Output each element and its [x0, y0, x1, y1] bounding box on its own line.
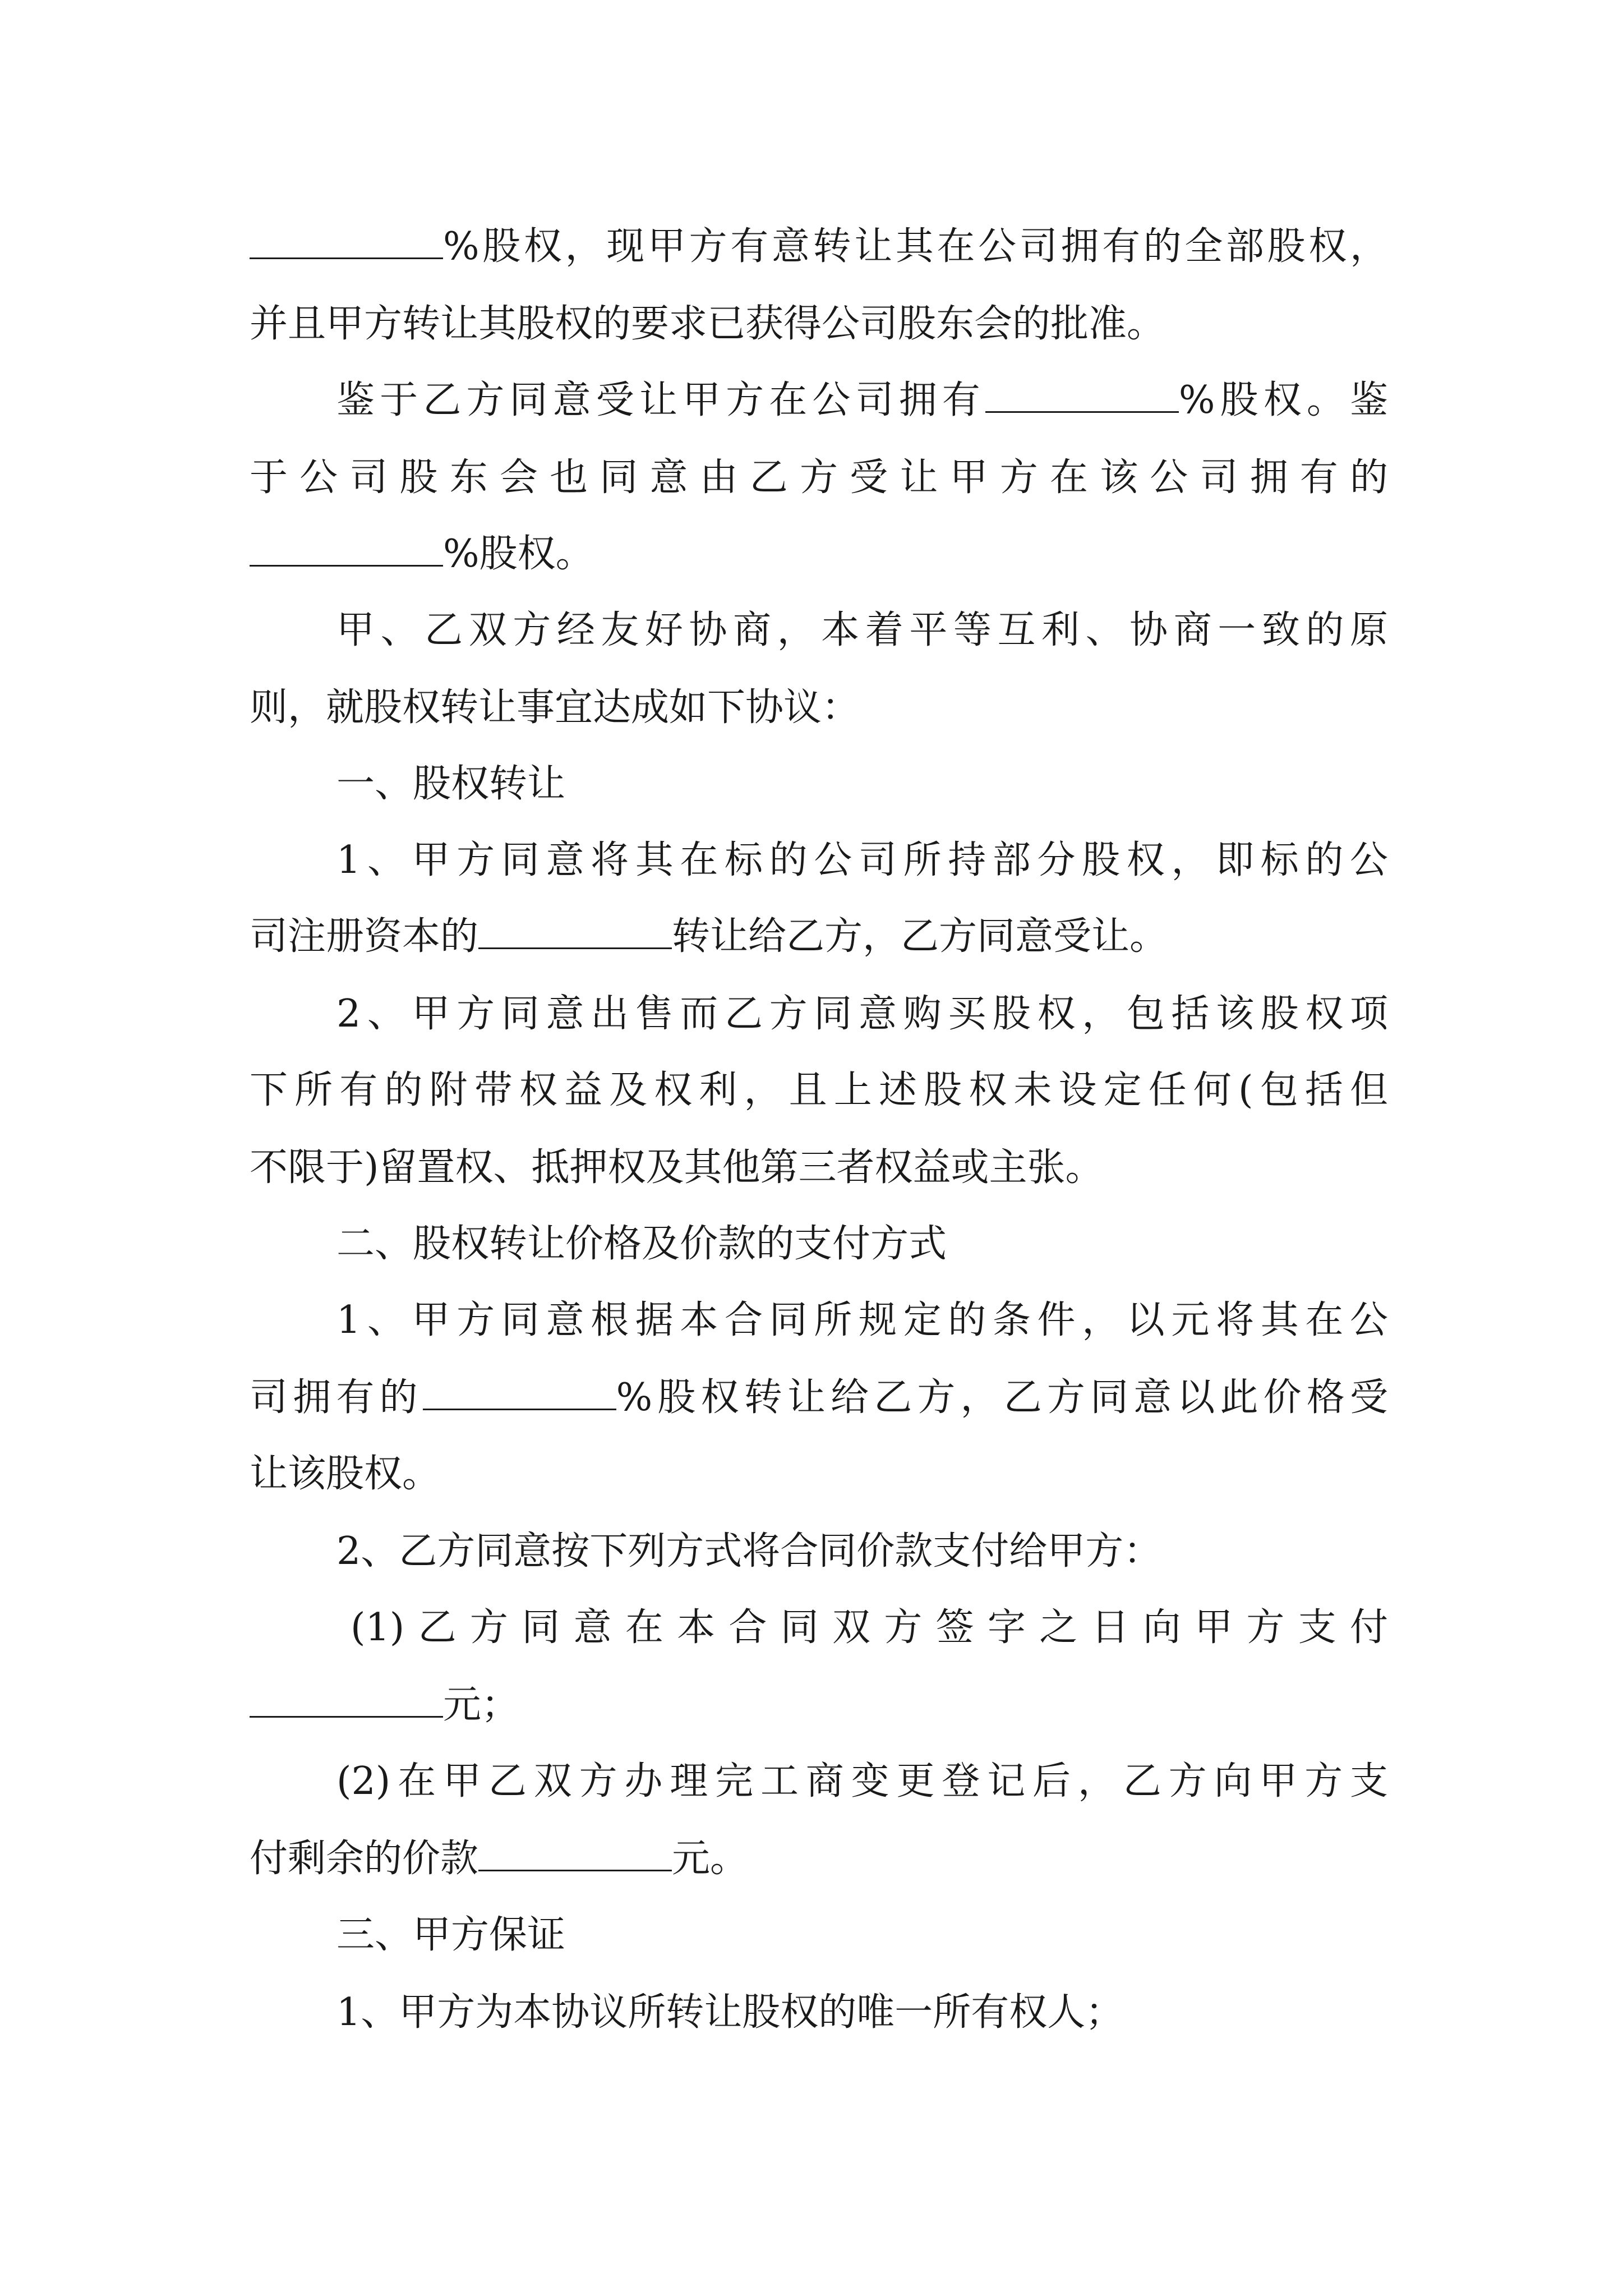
text-line [250, 515, 1388, 593]
text-line [250, 1820, 1388, 1898]
line-text: 司拥有的 [250, 1375, 423, 1420]
line-text: 2、乙方同意按下列方式将合同价款支付给甲方： [336, 1529, 1162, 1573]
text-line [250, 439, 1388, 517]
line-text: 司注册资本的 [250, 914, 479, 959]
line-text: 转让给乙方，乙方同意受让。 [672, 914, 1168, 959]
text-line [336, 1742, 1388, 1821]
line-text: 于公司股东会也同意由乙方受让甲方在该公司拥有的 [250, 455, 1388, 500]
text-line [250, 669, 1388, 747]
line-text: 甲、乙双方经友好协商，本着平等互利、协商一致的原 [336, 608, 1388, 652]
fill-in-blank [985, 378, 1179, 413]
line-text: (1)乙方同意在本合同双方签字之日向甲方支付 [351, 1605, 1388, 1650]
text-line [336, 1281, 1388, 1360]
line-text: 让该股权。 [250, 1452, 441, 1496]
fill-in-blank [478, 914, 672, 949]
line-text: 则，就股权转让事宜达成如下协议： [250, 685, 860, 730]
line-text: 三、甲方保证 [336, 1913, 566, 1957]
fill-in-blank [250, 1682, 443, 1718]
line-text: %股权。 [443, 532, 594, 576]
line-text: 二、股权转让价格及价款的支付方式 [336, 1222, 947, 1266]
text-line [336, 975, 1388, 1053]
text-line [250, 1435, 1388, 1513]
fill-in-blank [423, 1375, 616, 1410]
text-line [250, 1359, 1388, 1437]
line-text: %股权，现甲方有意转让其在公司拥有的全部股权， [443, 224, 1388, 269]
text-line [351, 1589, 1388, 1667]
line-text: 1、甲方同意将其在标的公司所持部分股权，即标的公 [336, 838, 1388, 882]
line-text: (2)在甲乙双方办理完工商变更登记后，乙方向甲方支 [336, 1759, 1388, 1803]
line-text: 并且甲方转让其股权的要求已获得公司股东会的批准。 [250, 302, 1165, 346]
line-text: %股权转让给乙方，乙方同意以此价格受 [616, 1375, 1388, 1420]
section-heading [336, 745, 1388, 823]
text-line [250, 1051, 1388, 1130]
text-line [336, 361, 1388, 440]
text-line [250, 1129, 1388, 1207]
line-text: 1、甲方同意根据本合同所规定的条件，以元将其在公 [336, 1298, 1388, 1342]
text-line [336, 1512, 1388, 1591]
line-text: 元。 [672, 1837, 749, 1881]
text-line [336, 821, 1388, 900]
text-line [250, 898, 1388, 976]
fill-in-blank [250, 531, 443, 567]
fill-in-blank [250, 224, 443, 259]
line-text: 2、甲方同意出售而乙方同意购买股权，包括该股权项 [336, 992, 1388, 1036]
line-text: 鉴于乙方同意受让甲方在公司拥有 [336, 378, 985, 422]
line-text: 元； [443, 1683, 520, 1727]
section-heading [336, 1205, 1388, 1283]
text-line [336, 591, 1388, 670]
text-line [250, 208, 1388, 286]
text-line [250, 1666, 1388, 1745]
line-text: 1、甲方为本协议所转让股权的唯一所有权人； [336, 1990, 1124, 2035]
line-text: 不限于)留置权、抵押权及其他第三者权益或主张。 [250, 1145, 1104, 1190]
line-text: 下所有的附带权益及权利，且上述股权未设定任何(包括但 [250, 1068, 1388, 1112]
section-heading [336, 1896, 1388, 1975]
line-text: 付剩余的价款 [250, 1837, 479, 1881]
line-text: %股权。鉴 [1178, 378, 1388, 422]
text-line [336, 1973, 1388, 2052]
fill-in-blank [478, 1836, 672, 1871]
text-line [250, 285, 1388, 364]
line-text: 一、股权转让 [336, 762, 566, 806]
